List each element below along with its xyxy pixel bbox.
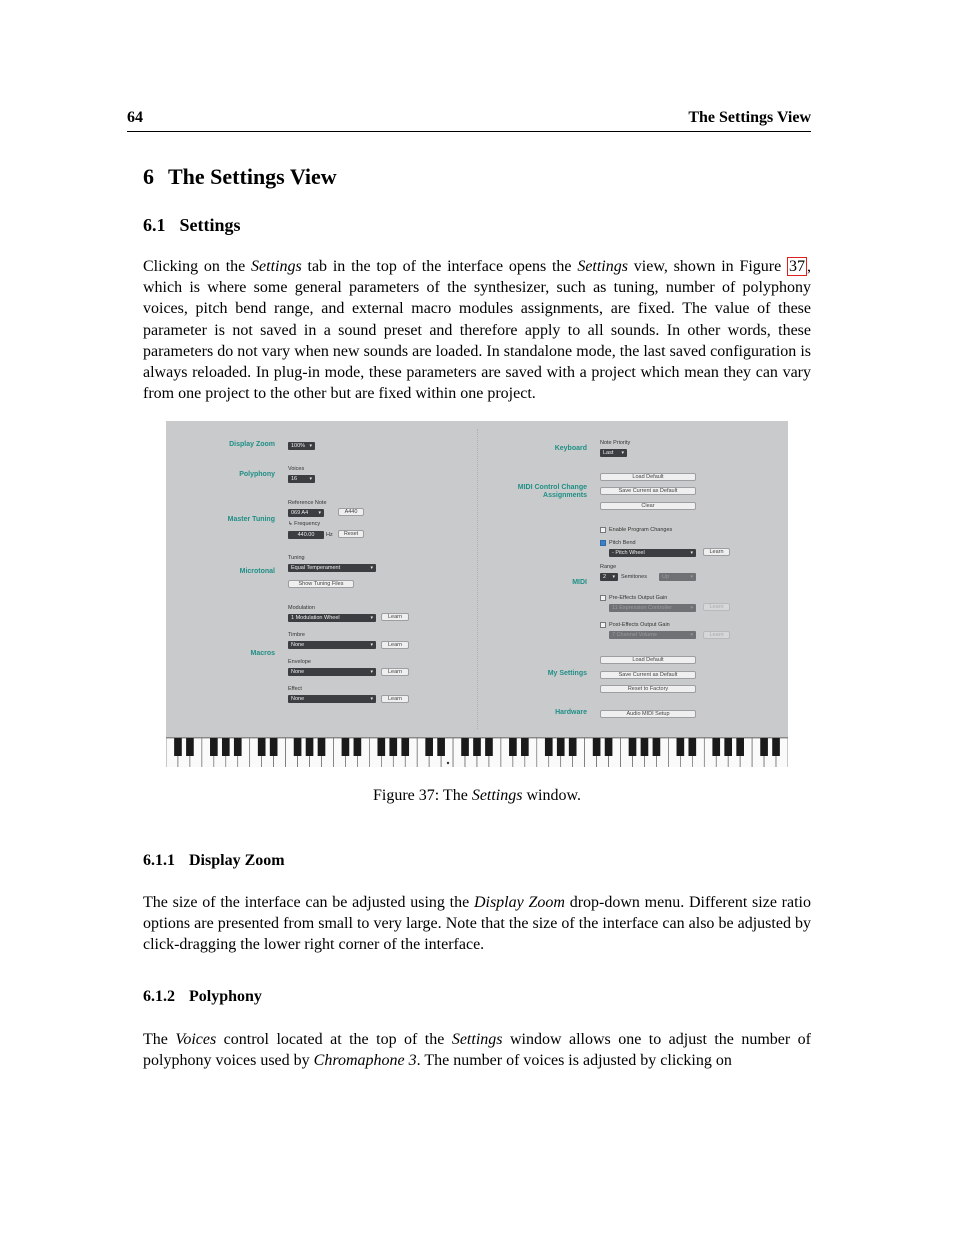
black-key — [677, 738, 685, 756]
running-title: The Settings View — [688, 109, 811, 126]
column-divider — [477, 429, 478, 729]
black-key — [270, 738, 278, 756]
range-dropdown[interactable]: 2 ▾ — [600, 573, 618, 581]
black-key — [760, 738, 768, 756]
macro-effect-dropdown[interactable]: None ▾ — [288, 695, 376, 703]
macro-modulation-dropdown[interactable]: 1 Modulation Wheel ▾ — [288, 614, 376, 622]
post-effects-learn-button[interactable]: Learn — [703, 631, 730, 639]
black-key — [509, 738, 517, 756]
subsubsection-heading-polyphony: 6.1.2 Polyphony — [143, 988, 262, 1005]
black-key — [772, 738, 780, 756]
black-key — [593, 738, 601, 756]
midi-cc-clear-button[interactable]: Clear — [600, 502, 696, 510]
pitch-bend-label: Pitch Bend — [609, 540, 636, 546]
black-key — [724, 738, 732, 756]
frequency-field[interactable]: 440.00 — [288, 531, 324, 539]
macro-envelope-label: Envelope — [288, 659, 311, 665]
hardware-label: Hardware — [555, 709, 587, 716]
black-key — [258, 738, 266, 756]
settings-screenshot-figure — [166, 421, 788, 767]
reset-to-factory-button[interactable]: Reset to Factory — [600, 685, 696, 693]
black-key — [653, 738, 661, 756]
frequency-label: ↳ Frequency — [288, 521, 321, 527]
semitones-label: Semitones — [621, 574, 647, 580]
section-heading — [143, 164, 337, 190]
black-keys — [174, 738, 780, 756]
pitch-bend-checkbox[interactable] — [600, 540, 606, 546]
pre-effects-gain-label: Pre-Effects Output Gain — [609, 595, 668, 601]
macro-envelope-dropdown[interactable]: None ▾ — [288, 668, 376, 676]
black-key — [354, 738, 362, 756]
my-settings-load-default-button[interactable]: Load Default — [600, 656, 696, 664]
black-key — [545, 738, 553, 756]
middle-c-marker — [447, 762, 449, 764]
black-key — [557, 738, 565, 756]
figure-caption: Figure 37: The Settings window. — [373, 787, 581, 804]
pitch-bend-learn-button[interactable]: Learn — [703, 548, 730, 556]
black-key — [401, 738, 409, 756]
hz-unit-label: Hz — [326, 532, 333, 538]
pre-effects-gain-checkbox[interactable] — [600, 595, 606, 601]
show-tuning-files-button[interactable]: Show Tuning Files — [288, 580, 354, 588]
display-zoom-paragraph: The size of the interface can be adjusted using the Display Zoom drop-down menu. Different size ratio options are presented from small to very large. Note that the size of the interface can also be adjusted by click-dragging the lower right corner of the interface. — [143, 894, 811, 954]
black-key — [688, 738, 696, 756]
black-key — [485, 738, 493, 756]
macro-timbre-label: Timbre — [288, 632, 305, 638]
black-key — [629, 738, 637, 756]
black-key — [712, 738, 720, 756]
subsection-heading — [143, 215, 241, 236]
macro-effect-label: Effect — [288, 686, 302, 692]
black-key — [342, 738, 350, 756]
display-zoom-label: Display Zoom — [229, 441, 275, 448]
polyphony-label: Polyphony — [239, 471, 275, 478]
my-settings-save-default-button[interactable]: Save Current as Default — [600, 671, 696, 679]
black-key — [222, 738, 230, 756]
a440-button[interactable]: A440 — [338, 508, 364, 516]
black-key — [306, 738, 314, 756]
black-key — [736, 738, 744, 756]
midi-label: MIDI — [572, 579, 587, 586]
post-effects-controller-dropdown[interactable]: 7 Channel Volume ▾ — [609, 631, 696, 639]
black-key — [389, 738, 397, 756]
macro-timbre-learn-button[interactable]: Learn — [381, 641, 409, 649]
enable-program-changes-checkbox[interactable] — [600, 527, 606, 533]
tuning-dropdown[interactable]: Equal Temperament ▾ — [288, 564, 376, 572]
post-effects-gain-label: Post-Effects Output Gain — [609, 622, 670, 628]
keyboard-label: Keyboard — [554, 445, 587, 452]
black-key — [174, 738, 182, 756]
note-priority-label: Note Priority — [600, 440, 631, 446]
voices-label: Voices — [288, 466, 305, 472]
page-header — [127, 109, 811, 132]
macro-modulation-label: Modulation — [288, 605, 315, 611]
polyphony-paragraph: The Voices control located at the top of the Settings window allows one to adjust the number of polyphony voices used by Chromaphone 3. The number of voices is adjusted by clicking on — [143, 1031, 812, 1070]
macro-timbre-dropdown[interactable]: None ▾ — [288, 641, 376, 649]
page-number: 64 — [127, 109, 143, 126]
subsection-title: Settings — [179, 215, 241, 235]
pre-effects-controller-dropdown[interactable]: 11 Expression Controller ▾ — [609, 604, 696, 612]
tuning-label: Tuning — [288, 555, 305, 561]
midi-cc-assignments-label: MIDI Control Change Assignments — [517, 484, 587, 499]
display-zoom-dropdown[interactable]: 100% ▾ — [288, 442, 315, 450]
black-key — [521, 738, 529, 756]
black-key — [234, 738, 242, 756]
reset-frequency-button[interactable]: Reset — [338, 530, 364, 538]
black-key — [186, 738, 194, 756]
reference-note-label: Reference Note — [288, 500, 327, 506]
reference-note-dropdown[interactable]: 069 A4 ▾ — [288, 509, 324, 517]
black-key — [605, 738, 613, 756]
master-tuning-label: Master Tuning — [227, 516, 275, 523]
intro-paragraph: Clicking on the Settings tab in the top of the interface opens the Settings view, shown in Figure 37 , which is where some general parameters of the synthesizer, such as tuning, number of polyphony voices, pitch bend range, and external macro modules assignments, are fixed. The value of these parameter is not saved in a sound preset and therefore apply to all sounds. In other words, these parameters do not vary when new sounds are loaded. In standalone mode, the last saved configuration is always reloaded. In plug-in mode, these parameters are saved with a project which mean they can vary from one project to the other but are fixed within one project. — [143, 258, 812, 403]
midi-cc-load-default-button[interactable]: Load Default — [600, 473, 696, 481]
note-priority-dropdown[interactable]: Last ▾ — [600, 449, 627, 457]
black-key — [318, 738, 326, 756]
bend-direction-dropdown[interactable]: Up ▾ — [659, 573, 696, 581]
post-effects-gain-checkbox[interactable] — [600, 622, 606, 628]
black-key — [294, 738, 302, 756]
black-key — [641, 738, 649, 756]
audio-midi-setup-button[interactable]: Audio MIDI Setup — [600, 710, 696, 718]
macro-envelope-learn-button[interactable]: Learn — [381, 668, 409, 676]
black-key — [425, 738, 433, 756]
section-title: The Settings View — [168, 164, 337, 189]
midi-cc-save-default-button[interactable]: Save Current as Default — [600, 487, 696, 495]
black-key — [437, 738, 445, 756]
black-key — [473, 738, 481, 756]
subsection-number: 6.1 — [143, 215, 166, 235]
subsubsection-heading-display-zoom: 6.1.1 Display Zoom — [143, 852, 285, 869]
macro-effect-learn-button[interactable]: Learn — [381, 695, 409, 703]
enable-program-changes-label: Enable Program Changes — [609, 527, 673, 533]
range-label: Range — [600, 564, 617, 570]
figure-reference-link[interactable]: 37 — [789, 258, 806, 275]
black-key — [569, 738, 577, 756]
piano-keyboard[interactable] — [166, 737, 788, 767]
black-key — [461, 738, 469, 756]
macros-label: Macros — [250, 650, 275, 657]
macro-modulation-learn-button[interactable]: Learn — [381, 613, 409, 621]
my-settings-label: My Settings — [547, 670, 587, 677]
black-key — [377, 738, 385, 756]
pitch-wheel-dropdown[interactable]: - Pitch Wheel ▾ — [609, 549, 696, 557]
pre-effects-learn-button[interactable]: Learn — [703, 603, 730, 611]
section-number: 6 — [143, 164, 154, 189]
voices-dropdown[interactable]: 16 ▾ — [288, 475, 315, 483]
black-key — [210, 738, 218, 756]
microtonal-label: Microtonal — [239, 568, 275, 575]
